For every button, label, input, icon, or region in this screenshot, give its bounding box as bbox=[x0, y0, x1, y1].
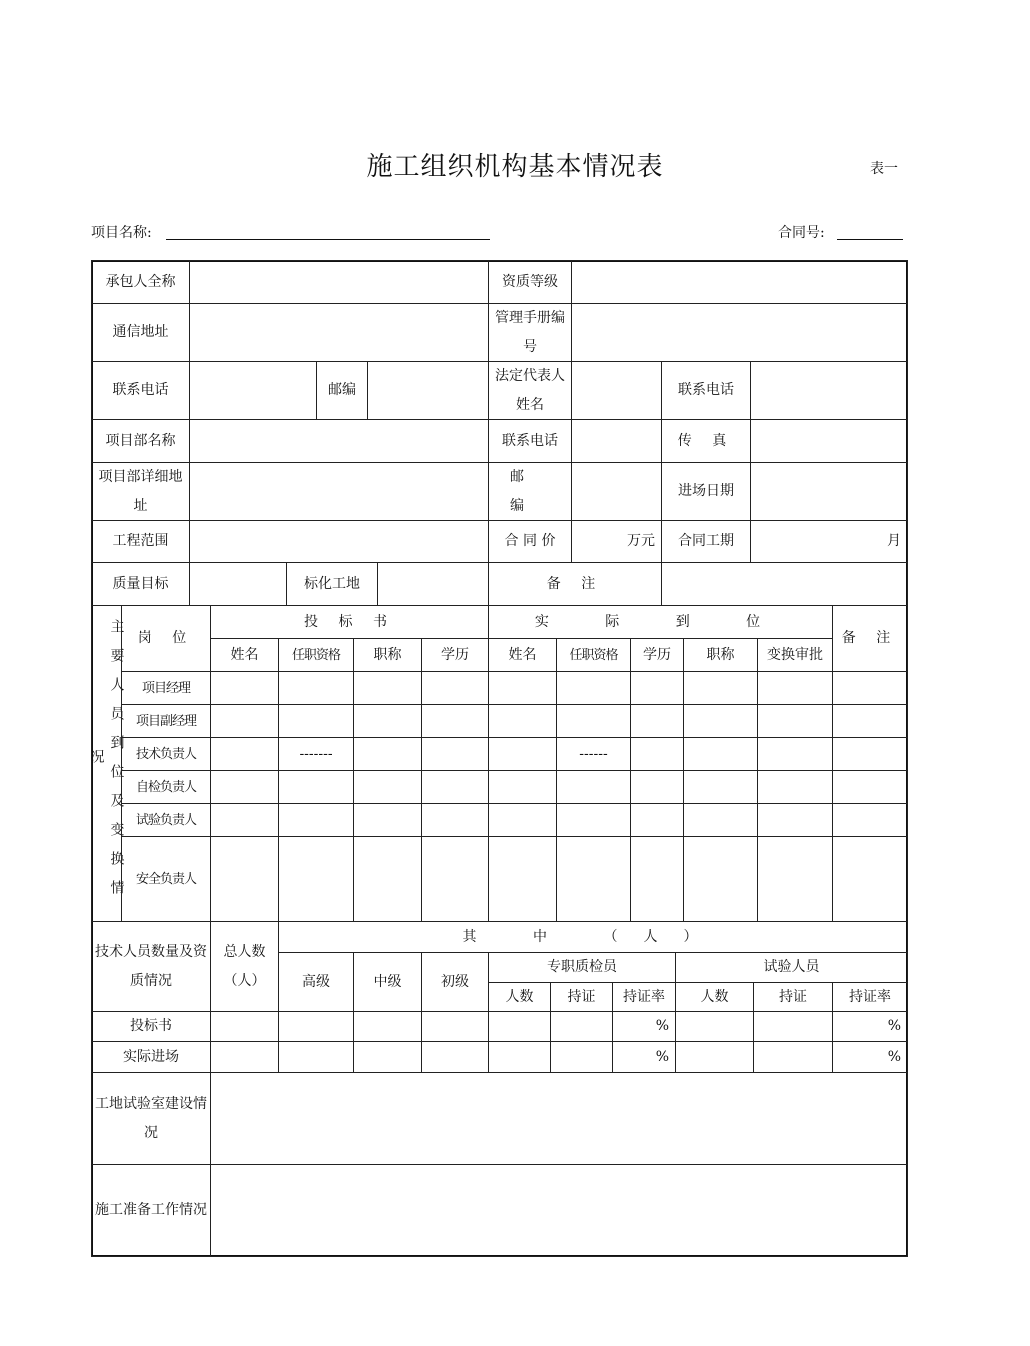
contract-no-line bbox=[837, 239, 903, 240]
tech-cell bbox=[210, 1011, 279, 1042]
tech-lab: 试验人员 bbox=[675, 952, 908, 983]
col-bid-1: 任职资格 bbox=[278, 638, 354, 672]
tech-junior: 初级 bbox=[421, 952, 489, 1012]
table-number: 表一 bbox=[870, 161, 898, 177]
post-1: 项目副经理 bbox=[121, 704, 211, 738]
header-actual: 实 际 到 位 bbox=[488, 605, 833, 639]
value-postcode bbox=[367, 361, 489, 420]
label-fax: 传 真 bbox=[661, 419, 751, 463]
staff-cell bbox=[757, 737, 833, 771]
value-qualification bbox=[571, 260, 908, 304]
value-phone3 bbox=[571, 419, 662, 463]
tech-sub-3: 人数 bbox=[675, 982, 754, 1012]
tech-cell bbox=[753, 1011, 833, 1042]
project-name-line bbox=[166, 239, 490, 240]
tech-senior: 高级 bbox=[278, 952, 354, 1012]
staff-cell bbox=[421, 671, 489, 705]
staff-cell bbox=[556, 836, 631, 922]
tech-cell bbox=[210, 1041, 279, 1073]
staff-cell bbox=[683, 803, 758, 837]
post-4: 试验负责人 bbox=[121, 803, 211, 837]
value-fax bbox=[750, 419, 908, 463]
tech-cell bbox=[550, 1041, 613, 1073]
header-bid: 投 标 书 bbox=[210, 605, 489, 639]
page-title: 施工组织机构基本情况表 bbox=[366, 152, 664, 182]
col-actual-2: 学历 bbox=[630, 638, 684, 672]
staff-cell bbox=[757, 704, 833, 738]
row-bid: 投标书 bbox=[91, 1011, 211, 1042]
label-quality: 质量目标 bbox=[91, 562, 190, 606]
staff-cell bbox=[488, 671, 557, 705]
label-postcode: 邮编 bbox=[316, 361, 368, 420]
dash-bid: ------- bbox=[278, 737, 354, 771]
label-contract-price: 合 同 价 bbox=[488, 520, 572, 563]
post-2: 技术负责人 bbox=[121, 737, 211, 771]
staff-cell bbox=[278, 836, 354, 922]
header-post: 岗 位 bbox=[121, 605, 211, 672]
col-bid-0: 姓名 bbox=[210, 638, 279, 672]
value-phone bbox=[189, 361, 317, 420]
staff-cell bbox=[210, 770, 279, 804]
staff-cell bbox=[353, 671, 422, 705]
col-actual-0: 姓名 bbox=[488, 638, 557, 672]
staff-cell bbox=[210, 671, 279, 705]
value-legal-rep bbox=[571, 361, 662, 420]
tech-middle: 中级 bbox=[353, 952, 422, 1012]
staff-cell bbox=[488, 737, 557, 771]
percent-mark: % bbox=[832, 1011, 908, 1042]
label-std-site: 标化工地 bbox=[286, 562, 378, 606]
label-qualification: 资质等级 bbox=[488, 260, 572, 304]
tech-cell bbox=[488, 1011, 551, 1042]
staff-cell bbox=[556, 803, 631, 837]
staff-cell bbox=[210, 704, 279, 738]
staff-cell bbox=[757, 671, 833, 705]
tech-qc: 专职质检员 bbox=[488, 952, 676, 983]
label-entry-date: 进场日期 bbox=[661, 462, 751, 521]
label-phone3: 联系电话 bbox=[488, 419, 572, 463]
percent-mark: % bbox=[612, 1041, 676, 1073]
label-dept-addr: 项目部详细地址 bbox=[91, 462, 190, 521]
staff-cell bbox=[210, 836, 279, 922]
staff-cell bbox=[353, 737, 422, 771]
value-remark bbox=[661, 562, 908, 606]
value-prep bbox=[210, 1164, 908, 1257]
staff-cell bbox=[683, 770, 758, 804]
staff-cell bbox=[556, 671, 631, 705]
tech-cell bbox=[421, 1011, 489, 1042]
staff-cell bbox=[630, 704, 684, 738]
value-std-site bbox=[377, 562, 489, 606]
unit-month: 月 bbox=[750, 520, 908, 563]
label-legal-rep: 法定代表人姓名 bbox=[488, 361, 572, 420]
staff-cell bbox=[421, 803, 489, 837]
tech-label: 技术人员数量及资质情况 bbox=[91, 921, 211, 1012]
staff-cell bbox=[683, 737, 758, 771]
staff-cell bbox=[421, 737, 489, 771]
staff-cell bbox=[488, 803, 557, 837]
tech-cell bbox=[421, 1041, 489, 1073]
staff-cell bbox=[421, 704, 489, 738]
staff-cell bbox=[421, 836, 489, 922]
staff-cell bbox=[832, 803, 908, 837]
staff-cell bbox=[278, 671, 354, 705]
tech-cell bbox=[675, 1011, 754, 1042]
label-phone: 联系电话 bbox=[91, 361, 190, 420]
label-scope: 工程范围 bbox=[91, 520, 190, 563]
label-dept-name: 项目部名称 bbox=[91, 419, 190, 463]
post-5: 安全负责人 bbox=[121, 836, 211, 922]
tech-sub-4: 持证 bbox=[753, 982, 833, 1012]
tech-cell bbox=[550, 1011, 613, 1042]
tech-cell bbox=[488, 1041, 551, 1073]
tech-cell bbox=[353, 1011, 422, 1042]
post-3: 自检负责人 bbox=[121, 770, 211, 804]
tech-sub-5: 持证率 bbox=[832, 982, 908, 1012]
label-postcode2: 邮 编 bbox=[488, 462, 572, 521]
staff-cell bbox=[630, 803, 684, 837]
staff-cell bbox=[278, 803, 354, 837]
staff-cell bbox=[832, 704, 908, 738]
staff-cell bbox=[353, 803, 422, 837]
label-remark: 备 注 bbox=[488, 562, 662, 606]
staff-cell bbox=[556, 770, 631, 804]
value-contractor bbox=[189, 260, 489, 304]
percent-mark: % bbox=[612, 1011, 676, 1042]
staff-cell bbox=[630, 836, 684, 922]
staff-cell bbox=[683, 704, 758, 738]
staff-cell bbox=[421, 770, 489, 804]
staff-cell bbox=[630, 770, 684, 804]
value-lab-build bbox=[210, 1072, 908, 1165]
staff-cell bbox=[832, 836, 908, 922]
value-postcode2 bbox=[571, 462, 662, 521]
project-name-label: 项目名称: bbox=[91, 225, 152, 241]
tech-sub-0: 人数 bbox=[488, 982, 551, 1012]
staff-cell bbox=[683, 836, 758, 922]
col-bid-2: 职称 bbox=[353, 638, 422, 672]
staff-cell bbox=[757, 836, 833, 922]
staff-cell bbox=[757, 770, 833, 804]
value-address bbox=[189, 303, 489, 362]
staff-cell bbox=[353, 836, 422, 922]
staff-cell bbox=[630, 737, 684, 771]
tech-cell bbox=[278, 1041, 354, 1073]
value-dept-addr bbox=[189, 462, 489, 521]
staff-cell bbox=[630, 671, 684, 705]
value-dept-name bbox=[189, 419, 489, 463]
label-address: 通信地址 bbox=[91, 303, 190, 362]
staff-cell bbox=[353, 770, 422, 804]
staff-cell bbox=[832, 770, 908, 804]
value-quality bbox=[189, 562, 287, 606]
staff-side-label: 主要人员到位及变换情况 bbox=[91, 605, 122, 922]
value-entry-date bbox=[750, 462, 908, 521]
dash-actual: ------ bbox=[556, 737, 631, 771]
contract-no-label: 合同号: bbox=[778, 225, 825, 241]
label-manual-no: 管理手册编号 bbox=[488, 303, 572, 362]
staff-cell bbox=[832, 671, 908, 705]
col-actual-3: 职称 bbox=[683, 638, 758, 672]
staff-cell bbox=[488, 836, 557, 922]
label-phone2: 联系电话 bbox=[661, 361, 751, 420]
label-prep: 施工准备工作情况 bbox=[91, 1164, 211, 1257]
row-actual: 实际进场 bbox=[91, 1041, 211, 1073]
post-0: 项目经理 bbox=[121, 671, 211, 705]
tech-cell bbox=[675, 1041, 754, 1073]
staff-cell bbox=[488, 770, 557, 804]
staff-cell bbox=[210, 737, 279, 771]
value-scope bbox=[189, 520, 489, 563]
col-bid-3: 学历 bbox=[421, 638, 489, 672]
label-contract-period: 合同工期 bbox=[661, 520, 751, 563]
value-manual-no bbox=[571, 303, 908, 362]
staff-cell bbox=[683, 671, 758, 705]
staff-cell bbox=[757, 803, 833, 837]
staff-cell bbox=[210, 803, 279, 837]
percent-mark: % bbox=[832, 1041, 908, 1073]
staff-cell bbox=[488, 704, 557, 738]
unit-wan-yuan: 万元 bbox=[571, 520, 662, 563]
tech-cell bbox=[353, 1041, 422, 1073]
staff-cell bbox=[278, 770, 354, 804]
col-actual-1: 任职资格 bbox=[556, 638, 631, 672]
header-remark: 备 注 bbox=[832, 605, 908, 672]
tech-sub-2: 持证率 bbox=[612, 982, 676, 1012]
tech-sub-1: 持证 bbox=[550, 982, 613, 1012]
label-contractor: 承包人全称 bbox=[91, 260, 190, 304]
staff-cell bbox=[353, 704, 422, 738]
tech-cell bbox=[278, 1011, 354, 1042]
tech-cell bbox=[753, 1041, 833, 1073]
staff-cell bbox=[556, 704, 631, 738]
value-phone2 bbox=[750, 361, 908, 420]
staff-cell bbox=[832, 737, 908, 771]
col-actual-4: 变换审批 bbox=[757, 638, 833, 672]
label-lab-build: 工地试验室建设情况 bbox=[91, 1072, 211, 1165]
tech-total: 总人数（人） bbox=[210, 921, 279, 1012]
tech-among: 其 中 （人） bbox=[278, 921, 908, 953]
staff-cell bbox=[278, 704, 354, 738]
